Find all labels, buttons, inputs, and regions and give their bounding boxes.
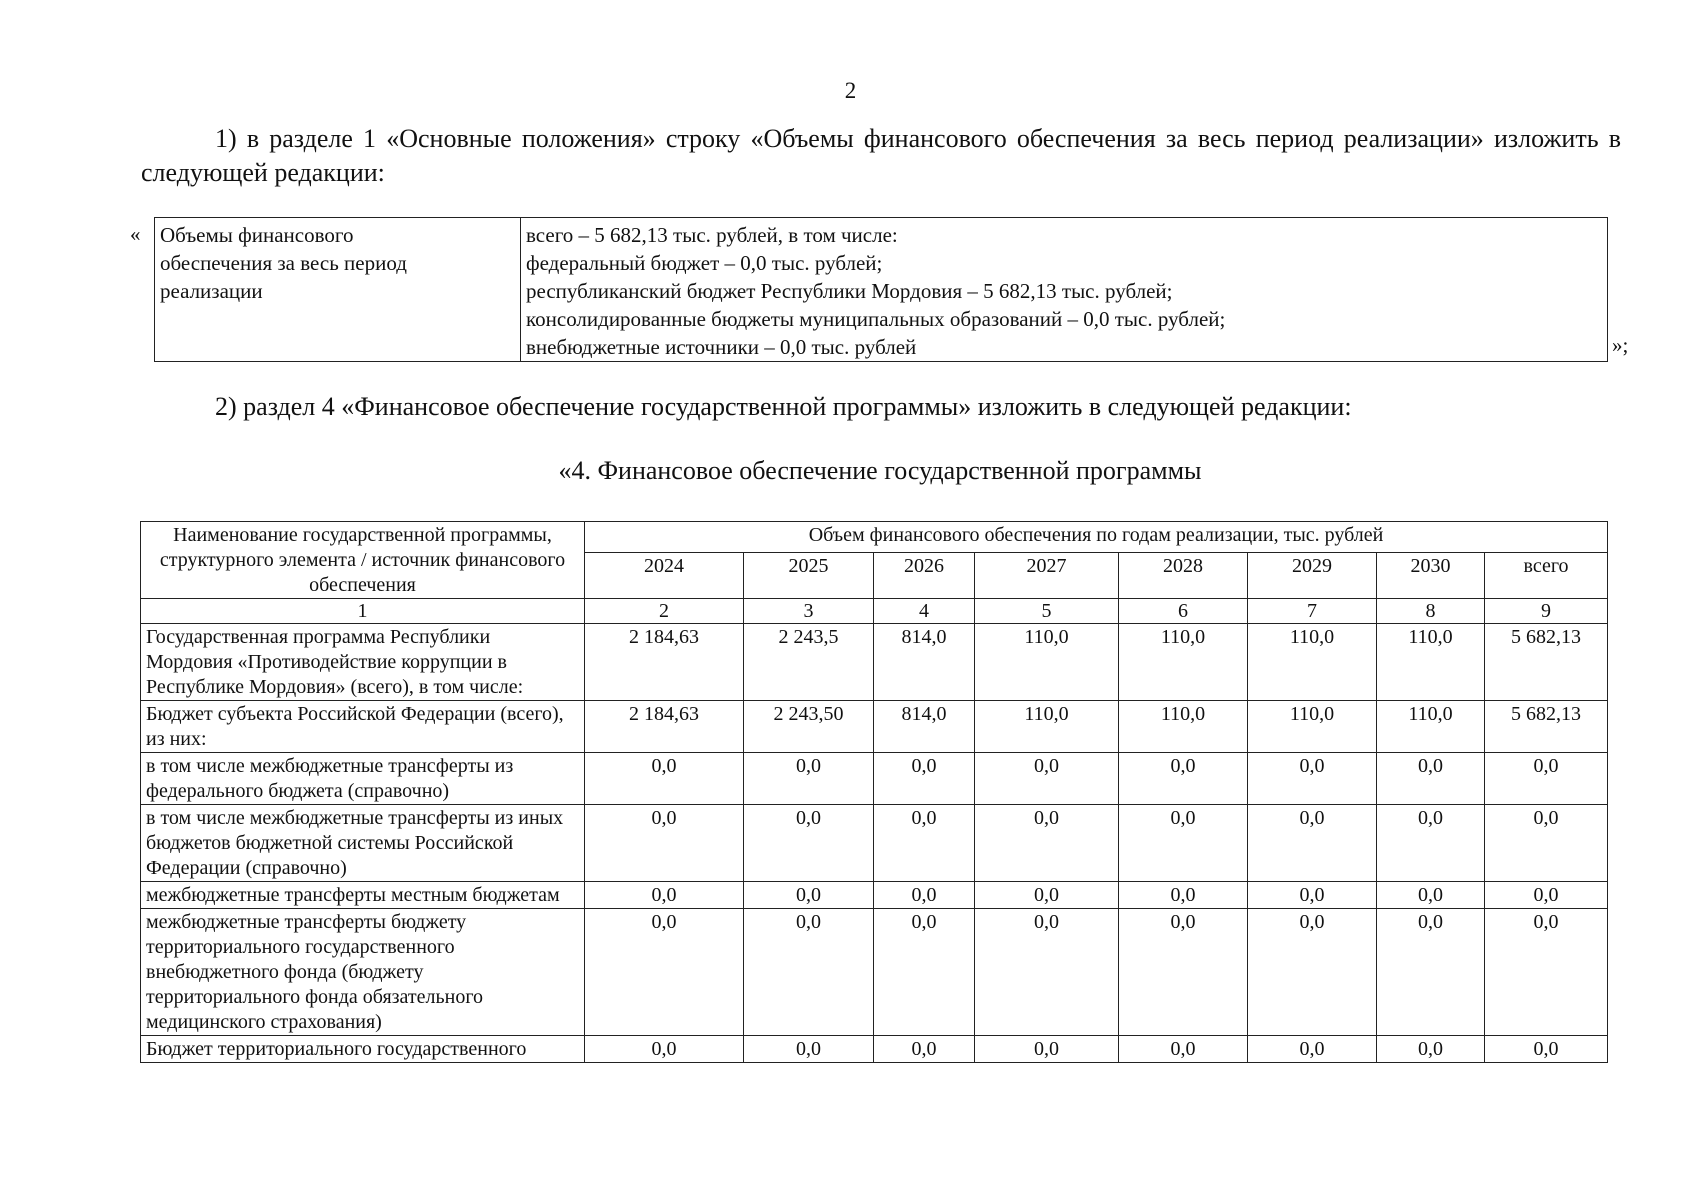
page-number: 2 <box>844 78 857 103</box>
quote-open: « <box>130 222 141 246</box>
row-value-cell: 0,0 <box>585 1036 744 1063</box>
column-number: 2 <box>585 599 744 624</box>
passport-value-cell <box>521 218 1608 362</box>
row-total-cell: 0,0 <box>1485 882 1608 909</box>
paragraph-2: 2) раздел 4 «Финансовое обеспечение государственной программы» изложить в следующей редакции: <box>215 392 1352 421</box>
row-value-cell: 0,0 <box>1377 805 1485 882</box>
row-value-cell: 0,0 <box>585 753 744 805</box>
year-header: 2028 <box>1119 553 1248 599</box>
year-header: 2026 <box>874 553 975 599</box>
year-header: 2027 <box>975 553 1119 599</box>
passport-label-line: обеспечения за весь период <box>160 251 407 275</box>
row-value-cell: 0,0 <box>1377 1036 1485 1063</box>
row-value-cell: 110,0 <box>1248 624 1377 701</box>
row-value-cell: 2 243,5 <box>744 624 874 701</box>
section-heading: «4. Финансовое обеспечение государственной программы <box>558 456 1202 485</box>
row-value-cell: 0,0 <box>1248 882 1377 909</box>
passport-row <box>155 218 1608 362</box>
row-value-cell: 0,0 <box>1248 909 1377 1036</box>
table-row <box>141 909 1608 1036</box>
table-row <box>141 1036 1608 1063</box>
row-value-cell: 0,0 <box>744 1036 874 1063</box>
row-value-cell: 0,0 <box>744 753 874 805</box>
row-value-cell: 0,0 <box>1119 882 1248 909</box>
column-number: 3 <box>744 599 874 624</box>
row-name-cell: Бюджет субъекта Российской Федерации (всего), из них: <box>141 701 585 753</box>
row-value-cell: 0,0 <box>744 882 874 909</box>
year-header: 2025 <box>744 553 874 599</box>
row-value-cell: 0,0 <box>585 909 744 1036</box>
year-header: 2024 <box>585 553 744 599</box>
name-column-header: Наименование государственной программы, структурного элемента / источник финансового обеспечения <box>141 522 585 599</box>
row-total-cell: 5 682,13 <box>1485 701 1608 753</box>
passport-value-line: республиканский бюджет Республики Мордовия – 5 682,13 тыс. рублей; <box>526 279 1173 303</box>
table-row <box>141 805 1608 882</box>
finance-table-body <box>141 599 1608 1063</box>
row-value-cell: 110,0 <box>1377 624 1485 701</box>
row-name-cell: межбюджетные трансферты местным бюджетам <box>141 882 585 909</box>
row-value-cell: 0,0 <box>975 753 1119 805</box>
passport-table <box>154 217 1608 362</box>
row-name-cell: межбюджетные трансферты бюджету территориального государственного внебюджетного фонда (бюджету территориального фонда обязательного медицинского страхования) <box>141 909 585 1036</box>
row-total-cell: 0,0 <box>1485 909 1608 1036</box>
row-name-cell: в том числе межбюджетные трансферты из иных бюджетов бюджетной системы Российской Федерации (справочно) <box>141 805 585 882</box>
column-number: 8 <box>1377 599 1485 624</box>
column-numbers-row <box>141 599 1608 624</box>
row-value-cell: 110,0 <box>1248 701 1377 753</box>
row-value-cell: 0,0 <box>1119 805 1248 882</box>
row-value-cell: 0,0 <box>744 909 874 1036</box>
paragraph-1: 1) в разделе 1 «Основные положения» строку «Объемы финансового обеспечения за весь период реализации» изложить в следующей редакции: <box>141 124 1621 187</box>
finance-table <box>140 521 1608 1063</box>
row-value-cell: 2 184,63 <box>585 701 744 753</box>
row-value-cell: 0,0 <box>1248 805 1377 882</box>
row-total-cell: 0,0 <box>1485 1036 1608 1063</box>
row-value-cell: 110,0 <box>1119 701 1248 753</box>
passport-value-line: внебюджетные источники – 0,0 тыс. рублей <box>526 335 917 359</box>
column-number: 6 <box>1119 599 1248 624</box>
row-value-cell: 0,0 <box>975 909 1119 1036</box>
row-value-cell: 0,0 <box>744 805 874 882</box>
row-total-cell: 0,0 <box>1485 753 1608 805</box>
passport-value-line: всего – 5 682,13 тыс. рублей, в том числе: <box>526 223 898 247</box>
row-value-cell: 0,0 <box>975 805 1119 882</box>
row-value-cell: 0,0 <box>1248 1036 1377 1063</box>
table-row <box>141 753 1608 805</box>
total-header: всего <box>1485 553 1608 599</box>
row-value-cell: 0,0 <box>1119 753 1248 805</box>
year-header: 2030 <box>1377 553 1485 599</box>
header-row <box>141 522 1608 553</box>
column-number: 7 <box>1248 599 1377 624</box>
row-value-cell: 110,0 <box>975 624 1119 701</box>
quote-close: »; <box>1612 333 1629 357</box>
row-value-cell: 0,0 <box>1377 882 1485 909</box>
row-value-cell: 0,0 <box>1377 753 1485 805</box>
group-header: Объем финансового обеспечения по годам реализации, тыс. рублей <box>585 522 1608 553</box>
table-row <box>141 624 1608 701</box>
row-value-cell: 0,0 <box>975 882 1119 909</box>
row-value-cell: 0,0 <box>874 1036 975 1063</box>
row-name-cell: Бюджет территориального государственного <box>141 1036 585 1063</box>
row-value-cell: 110,0 <box>1377 701 1485 753</box>
row-total-cell: 5 682,13 <box>1485 624 1608 701</box>
row-value-cell: 2 243,50 <box>744 701 874 753</box>
passport-label-cell <box>155 218 521 362</box>
row-value-cell: 0,0 <box>585 805 744 882</box>
row-value-cell: 814,0 <box>874 701 975 753</box>
table-row <box>141 882 1608 909</box>
row-value-cell: 0,0 <box>1248 753 1377 805</box>
row-value-cell: 0,0 <box>1377 909 1485 1036</box>
passport-value-line: федеральный бюджет – 0,0 тыс. рублей; <box>526 251 883 275</box>
column-number: 4 <box>874 599 975 624</box>
column-number: 1 <box>141 599 585 624</box>
row-value-cell: 814,0 <box>874 624 975 701</box>
passport-label-line: реализации <box>160 279 263 303</box>
row-value-cell: 0,0 <box>874 753 975 805</box>
row-value-cell: 0,0 <box>874 805 975 882</box>
row-value-cell: 0,0 <box>1119 909 1248 1036</box>
column-number: 9 <box>1485 599 1608 624</box>
row-value-cell: 0,0 <box>874 882 975 909</box>
row-value-cell: 2 184,63 <box>585 624 744 701</box>
year-header: 2029 <box>1248 553 1377 599</box>
row-value-cell: 0,0 <box>585 882 744 909</box>
passport-value-line: консолидированные бюджеты муниципальных образований – 0,0 тыс. рублей; <box>526 307 1226 331</box>
row-value-cell: 110,0 <box>975 701 1119 753</box>
passport-label-line: Объемы финансового <box>160 223 354 247</box>
table-row <box>141 701 1608 753</box>
row-name-cell: Государственная программа Республики Мордовия «Противодействие коррупции в Республике Мордовия» (всего), в том числе: <box>141 624 585 701</box>
column-number: 5 <box>975 599 1119 624</box>
row-name-cell: в том числе межбюджетные трансферты из федерального бюджета (справочно) <box>141 753 585 805</box>
row-total-cell: 0,0 <box>1485 805 1608 882</box>
row-value-cell: 0,0 <box>1119 1036 1248 1063</box>
row-value-cell: 0,0 <box>975 1036 1119 1063</box>
row-value-cell: 110,0 <box>1119 624 1248 701</box>
row-value-cell: 0,0 <box>874 909 975 1036</box>
